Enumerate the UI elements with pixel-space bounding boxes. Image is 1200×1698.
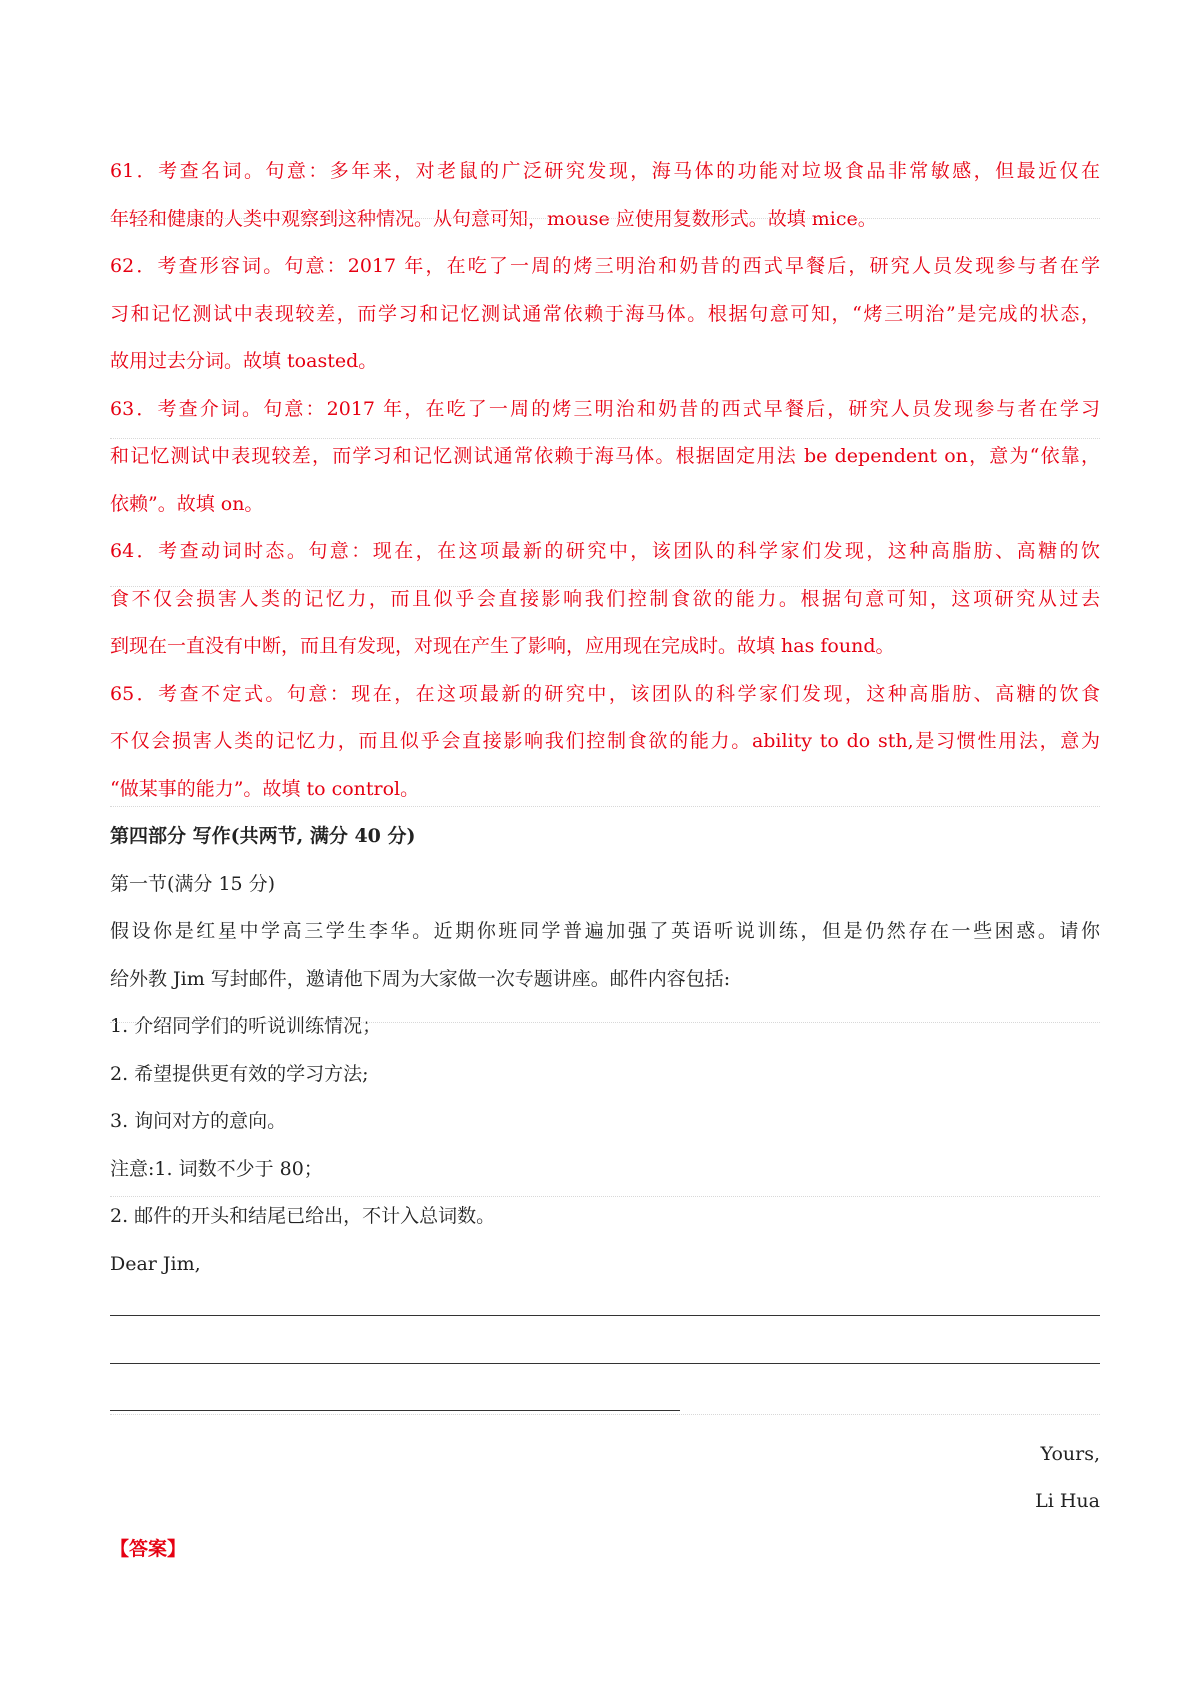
answer-63-line-1: 63．考查介词。句意：2017 年，在吃了一周的烤三明治和奶昔的西式早餐后，研究人员发现参与者在学习 bbox=[110, 397, 1100, 420]
prompt-line-2: 给外教 Jim 写封邮件，邀请他下周为大家做一次专题讲座。邮件内容包括: bbox=[110, 967, 731, 990]
dotted-divider bbox=[110, 586, 1100, 587]
blank-rule bbox=[110, 1410, 680, 1411]
dotted-divider bbox=[110, 218, 1100, 219]
answer-65-line-3: “做某事的能力”。故填 to control。 bbox=[110, 777, 420, 800]
closing: Yours, bbox=[1040, 1442, 1100, 1465]
prompt-line-1: 假设你是红星中学高三学生李华。近期你班同学普遍加强了英语听说训练，但是仍然存在一些困惑。请你 bbox=[110, 920, 1100, 942]
answer-tag: 【答案】 bbox=[110, 1537, 187, 1560]
answer-62-line-2: 习和记忆测试中表现较差，而学习和记忆测试通常依赖于海马体。根据句意可知，“烤三明治”是完成的状态， bbox=[110, 302, 1100, 325]
blank-rule bbox=[110, 1363, 1100, 1364]
section-subheading: 第一节(满分 15 分) bbox=[110, 872, 276, 895]
dotted-divider bbox=[110, 1196, 1100, 1197]
answer-blank-line-1[interactable] bbox=[110, 1288, 1100, 1336]
dotted-divider bbox=[110, 806, 1100, 807]
answer-63-line-2: 和记忆测试中表现较差，而学习和记忆测试通常依赖于海马体。根据固定用法 be dependent on，意为“依靠， bbox=[110, 445, 1100, 467]
answer-61-line-1: 61．考查名词。句意：多年来，对老鼠的广泛研究发现，海马体的功能对垃圾食品非常敏感，但最近仅在 bbox=[110, 160, 1100, 182]
note-1: 注意:1. 词数不少于 80； bbox=[110, 1157, 323, 1180]
point-2: 2. 希望提供更有效的学习方法; bbox=[110, 1062, 369, 1085]
dotted-divider bbox=[110, 438, 1100, 439]
section-heading: 第四部分 写作(共两节, 满分 40 分) bbox=[110, 825, 416, 847]
note-2: 2. 邮件的开头和结尾已给出，不计入总词数。 bbox=[110, 1205, 496, 1227]
answer-63-line-3: 依赖”。故填 on。 bbox=[110, 492, 264, 515]
answer-62-line-1: 62．考查形容词。句意：2017 年，在吃了一周的烤三明治和奶昔的西式早餐后，研究人员发现参与者在学 bbox=[110, 255, 1100, 277]
salutation: Dear Jim, bbox=[110, 1252, 201, 1275]
document-page bbox=[110, 148, 1100, 1573]
answer-65-line-1: 65．考查不定式。句意：现在，在这项最新的研究中，该团队的科学家们发现，这种高脂肪、高糖的饮食 bbox=[110, 682, 1100, 705]
answer-64-line-2: 食不仅会损害人类的记忆力，而且似乎会直接影响我们控制食欲的能力。根据句意可知，这项研究从过去 bbox=[110, 587, 1100, 610]
point-3: 3. 询问对方的意向。 bbox=[110, 1110, 287, 1132]
point-1: 1. 介绍同学们的听说训练情况； bbox=[110, 1015, 382, 1037]
answer-64-line-3: 到现在一直没有中断，而且有发现，对现在产生了影响，应用现在完成时。故填 has found。 bbox=[110, 635, 895, 657]
answer-blank-line-2[interactable] bbox=[110, 1336, 1100, 1384]
blank-rule bbox=[110, 1315, 1100, 1316]
dotted-divider bbox=[110, 1414, 1100, 1415]
answer-64-line-1: 64．考查动词时态。句意：现在，在这项最新的研究中，该团队的科学家们发现，这种高脂肪、高糖的饮 bbox=[110, 540, 1100, 562]
answer-blank-line-3[interactable] bbox=[110, 1383, 1100, 1431]
signature: Li Hua bbox=[1035, 1490, 1100, 1512]
answer-61-line-2: 年轻和健康的人类中观察到这种情况。从句意可知，mouse 应使用复数形式。故填 mice。 bbox=[110, 207, 877, 230]
dotted-divider bbox=[110, 1022, 1100, 1023]
answer-62-line-3: 故用过去分词。故填 toasted。 bbox=[110, 350, 378, 372]
answer-65-line-2: 不仅会损害人类的记忆力，而且似乎会直接影响我们控制食欲的能力。ability to do sth,是习惯性用法，意为 bbox=[110, 730, 1100, 752]
